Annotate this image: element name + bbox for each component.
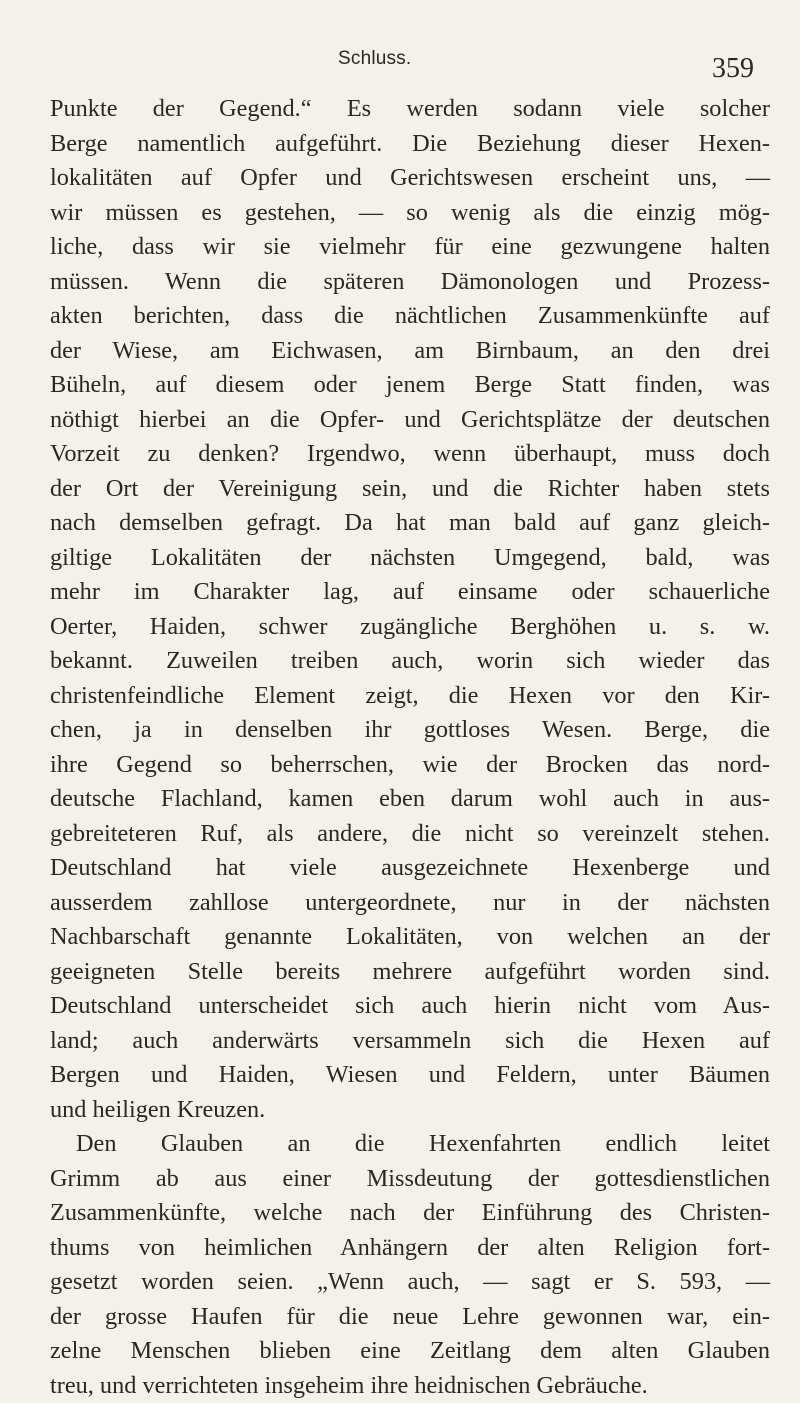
text-line: chen, ja in denselben ihr gottloses Wesen. Berge, die <box>50 713 770 748</box>
text-line: zelne Menschen blieben eine Zeitlang dem alten Glauben <box>50 1334 770 1369</box>
text-line: treu, und verrichteten insgeheim ihre heidnischen Gebräuche. <box>50 1369 770 1403</box>
text-line: Nachbarschaft genannte Lokalitäten, von welchen an der <box>50 920 770 955</box>
text-line: land; auch anderwärts versammeln sich die Hexen auf <box>50 1024 770 1059</box>
text-line: müssen. Wenn die späteren Dämonologen und Prozess- <box>50 265 770 300</box>
text-line: giltige Lokalitäten der nächsten Umgegend, bald, was <box>50 541 770 576</box>
body-text <box>50 92 770 1403</box>
text-line: Vorzeit zu denken? Irgendwo, wenn überhaupt, muss doch <box>50 437 770 472</box>
text-line: der Ort der Vereinigung sein, und die Richter haben stets <box>50 472 770 507</box>
text-line: Punkte der Gegend.“ Es werden sodann viele solcher <box>50 92 770 127</box>
text-line: Berge namentlich aufgeführt. Die Beziehung dieser Hexen- <box>50 127 770 162</box>
text-line: der Wiese, am Eichwasen, am Birnbaum, an den drei <box>50 334 770 369</box>
text-line: nöthigt hierbei an die Opfer- und Gerichtsplätze der deutschen <box>50 403 770 438</box>
running-title: Schluss. <box>338 48 411 70</box>
text-line: der grosse Haufen für die neue Lehre gewonnen war, ein- <box>50 1300 770 1335</box>
text-line: Zusammenkünfte, welche nach der Einführung des Christen- <box>50 1196 770 1231</box>
text-line: lokalitäten auf Opfer und Gerichtswesen erscheint uns, — <box>50 161 770 196</box>
text-line: christenfeindliche Element zeigt, die Hexen vor den Kir- <box>50 679 770 714</box>
text-line: und heiligen Kreuzen. <box>50 1093 770 1128</box>
text-line: Grimm ab aus einer Missdeutung der gottesdienstlichen <box>50 1162 770 1197</box>
text-line: geeigneten Stelle bereits mehrere aufgeführt worden sind. <box>50 955 770 990</box>
text-line: Büheln, auf diesem oder jenem Berge Statt finden, was <box>50 368 770 403</box>
text-line: mehr im Charakter lag, auf einsame oder schauerliche <box>50 575 770 610</box>
text-line: akten berichten, dass die nächtlichen Zusammenkünfte auf <box>50 299 770 334</box>
text-line: thums von heimlichen Anhängern der alten Religion fort- <box>50 1231 770 1266</box>
page-number: 359 <box>712 53 754 85</box>
text-line: Bergen und Haiden, Wiesen und Feldern, unter Bäumen <box>50 1058 770 1093</box>
text-line: bekannt. Zuweilen treiben auch, worin sich wieder das <box>50 644 770 679</box>
text-line: ihre Gegend so beherrschen, wie der Brocken das nord- <box>50 748 770 783</box>
text-line: deutsche Flachland, kamen eben darum wohl auch in aus- <box>50 782 770 817</box>
text-line: gebreiteteren Ruf, als andere, die nicht so vereinzelt stehen. <box>50 817 770 852</box>
text-line: ausserdem zahllose untergeordnete, nur in der nächsten <box>50 886 770 921</box>
text-line: nach demselben gefragt. Da hat man bald auf ganz gleich- <box>50 506 770 541</box>
text-line: Den Glauben an die Hexenfahrten endlich leitet <box>50 1127 770 1162</box>
text-line: Deutschland hat viele ausgezeichnete Hexenberge und <box>50 851 770 886</box>
text-line: wir müssen es gestehen, — so wenig als die einzig mög- <box>50 196 770 231</box>
text-line: gesetzt worden seien. „Wenn auch, — sagt er S. 593, — <box>50 1265 770 1300</box>
text-line: Deutschland unterscheidet sich auch hierin nicht vom Aus- <box>50 989 770 1024</box>
text-line: Oerter, Haiden, schwer zugängliche Berghöhen u. s. w. <box>50 610 770 645</box>
text-line: liche, dass wir sie vielmehr für eine gezwungene halten <box>50 230 770 265</box>
